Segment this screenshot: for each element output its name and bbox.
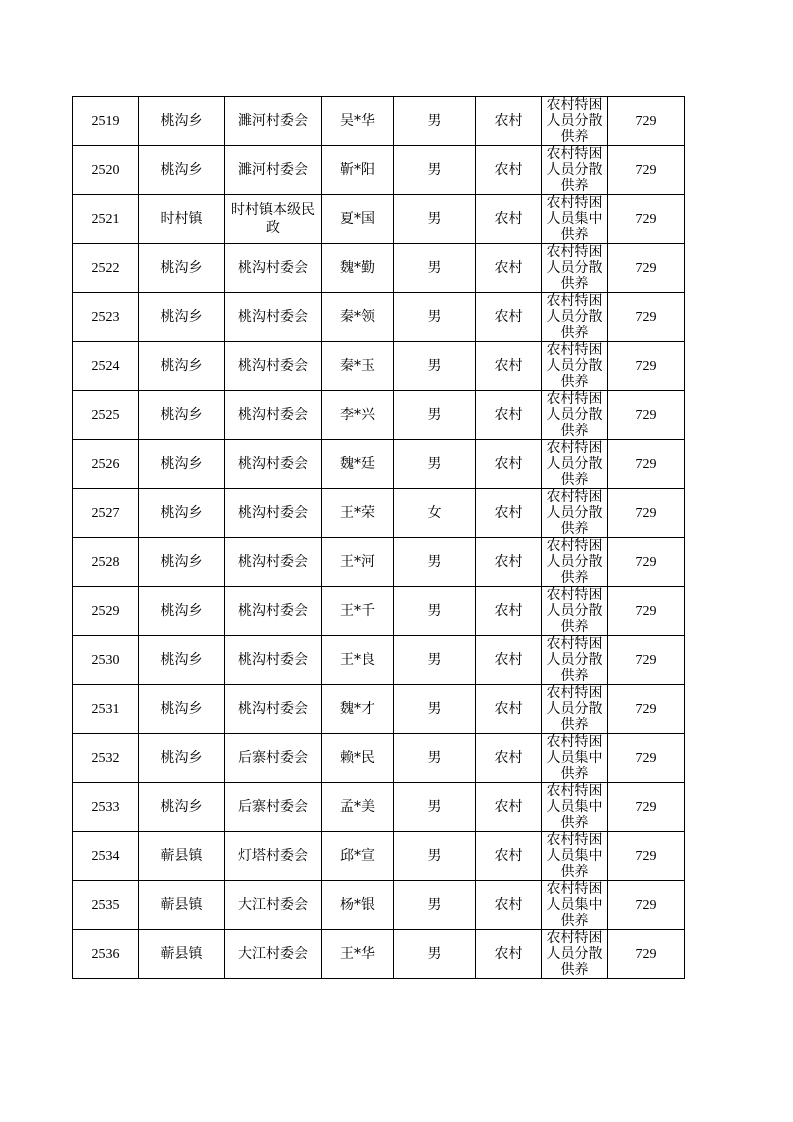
support-category-text: 农村特困人员分散供养: [546, 293, 603, 341]
village-cell: 时村镇本级民政: [225, 195, 322, 244]
row-number-cell: 2520: [73, 146, 139, 195]
person-name-cell: 王*荣: [322, 489, 394, 538]
row-number-cell: 2524: [73, 342, 139, 391]
town-cell: 桃沟乡: [139, 244, 225, 293]
support-category-cell: [542, 391, 608, 440]
town-cell: 桃沟乡: [139, 489, 225, 538]
support-category-cell: [542, 146, 608, 195]
residence-type-cell: 农村: [476, 685, 542, 734]
table-row: [73, 783, 685, 832]
village-cell: 大江村委会: [225, 930, 322, 979]
village-cell: 后寨村委会: [225, 783, 322, 832]
person-name-cell: 秦*玉: [322, 342, 394, 391]
support-category-cell: [542, 832, 608, 881]
support-category-cell: [542, 734, 608, 783]
support-category-text: 农村特困人员集中供养: [546, 881, 603, 929]
support-category-text: 农村特困人员分散供养: [546, 97, 603, 145]
village-cell: 桃沟村委会: [225, 685, 322, 734]
support-category-text: 农村特困人员分散供养: [546, 685, 603, 733]
village-cell: 桃沟村委会: [225, 587, 322, 636]
town-cell: 桃沟乡: [139, 391, 225, 440]
residence-type-cell: 农村: [476, 636, 542, 685]
support-category-cell: [542, 293, 608, 342]
town-cell: 蕲县镇: [139, 881, 225, 930]
row-number-cell: 2534: [73, 832, 139, 881]
person-name-cell: 王*华: [322, 930, 394, 979]
gender-cell: 男: [394, 440, 476, 489]
village-cell: 桃沟村委会: [225, 293, 322, 342]
residence-type-cell: 农村: [476, 391, 542, 440]
support-category-cell: [542, 783, 608, 832]
table-row: [73, 685, 685, 734]
town-cell: 时村镇: [139, 195, 225, 244]
support-category-cell: [542, 97, 608, 146]
person-name-cell: 夏*国: [322, 195, 394, 244]
table-row: [73, 293, 685, 342]
support-category-text: 农村特困人员分散供养: [546, 930, 603, 978]
gender-cell: 男: [394, 244, 476, 293]
row-number-cell: 2523: [73, 293, 139, 342]
table-row: [73, 734, 685, 783]
town-cell: 蕲县镇: [139, 930, 225, 979]
residence-type-cell: 农村: [476, 783, 542, 832]
support-category-cell: [542, 930, 608, 979]
support-category-text: 农村特困人员分散供养: [546, 391, 603, 439]
amount-cell: 729: [608, 489, 685, 538]
amount-cell: 729: [608, 293, 685, 342]
support-category-text: 农村特困人员分散供养: [546, 587, 603, 635]
amount-cell: 729: [608, 440, 685, 489]
residence-type-cell: 农村: [476, 881, 542, 930]
table-row: [73, 146, 685, 195]
row-number-cell: 2525: [73, 391, 139, 440]
gender-cell: 男: [394, 636, 476, 685]
town-cell: 桃沟乡: [139, 440, 225, 489]
person-name-cell: 王*良: [322, 636, 394, 685]
village-cell: 桃沟村委会: [225, 244, 322, 293]
support-category-cell: [542, 489, 608, 538]
gender-cell: 男: [394, 832, 476, 881]
residence-type-cell: 农村: [476, 195, 542, 244]
support-category-cell: [542, 636, 608, 685]
village-cell: 桃沟村委会: [225, 538, 322, 587]
support-category-cell: [542, 685, 608, 734]
row-number-cell: 2522: [73, 244, 139, 293]
table-row: [73, 587, 685, 636]
row-number-cell: 2521: [73, 195, 139, 244]
support-category-cell: [542, 881, 608, 930]
person-name-cell: 秦*领: [322, 293, 394, 342]
table-row: [73, 538, 685, 587]
gender-cell: 男: [394, 391, 476, 440]
residence-type-cell: 农村: [476, 97, 542, 146]
row-number-cell: 2519: [73, 97, 139, 146]
row-number-cell: 2536: [73, 930, 139, 979]
village-cell: 大江村委会: [225, 881, 322, 930]
amount-cell: 729: [608, 538, 685, 587]
residence-type-cell: 农村: [476, 538, 542, 587]
gender-cell: 男: [394, 293, 476, 342]
village-cell: 桃沟村委会: [225, 440, 322, 489]
gender-cell: 女: [394, 489, 476, 538]
amount-cell: 729: [608, 930, 685, 979]
person-name-cell: 魏*才: [322, 685, 394, 734]
person-name-cell: 杨*银: [322, 881, 394, 930]
support-category-text: 农村特困人员分散供养: [546, 440, 603, 488]
town-cell: 蕲县镇: [139, 832, 225, 881]
residence-type-cell: 农村: [476, 342, 542, 391]
amount-cell: 729: [608, 342, 685, 391]
support-category-text: 农村特困人员分散供养: [546, 489, 603, 537]
gender-cell: 男: [394, 685, 476, 734]
person-name-cell: 王*河: [322, 538, 394, 587]
village-cell: 后寨村委会: [225, 734, 322, 783]
amount-cell: 729: [608, 734, 685, 783]
support-category-cell: [542, 244, 608, 293]
table-row: [73, 195, 685, 244]
village-cell: 桃沟村委会: [225, 636, 322, 685]
amount-cell: 729: [608, 195, 685, 244]
village-cell: 濉河村委会: [225, 97, 322, 146]
gender-cell: 男: [394, 783, 476, 832]
table-row: [73, 489, 685, 538]
gender-cell: 男: [394, 97, 476, 146]
person-name-cell: 魏*廷: [322, 440, 394, 489]
row-number-cell: 2526: [73, 440, 139, 489]
support-category-text: 农村特困人员分散供养: [546, 538, 603, 586]
row-number-cell: 2531: [73, 685, 139, 734]
person-name-cell: 李*兴: [322, 391, 394, 440]
village-cell: 桃沟村委会: [225, 391, 322, 440]
amount-cell: 729: [608, 636, 685, 685]
town-cell: 桃沟乡: [139, 685, 225, 734]
roster-body: [73, 97, 685, 979]
town-cell: 桃沟乡: [139, 97, 225, 146]
support-category-text: 农村特困人员分散供养: [546, 636, 603, 684]
amount-cell: 729: [608, 832, 685, 881]
support-category-cell: [542, 195, 608, 244]
table-row: [73, 342, 685, 391]
gender-cell: 男: [394, 587, 476, 636]
support-category-text: 农村特困人员集中供养: [546, 783, 603, 831]
support-category-text: 农村特困人员集中供养: [546, 832, 603, 880]
row-number-cell: 2533: [73, 783, 139, 832]
gender-cell: 男: [394, 734, 476, 783]
amount-cell: 729: [608, 783, 685, 832]
amount-cell: 729: [608, 587, 685, 636]
table-row: [73, 881, 685, 930]
table-row: [73, 930, 685, 979]
person-name-cell: 邱*宣: [322, 832, 394, 881]
support-category-text: 农村特困人员分散供养: [546, 146, 603, 194]
gender-cell: 男: [394, 881, 476, 930]
support-category-text: 农村特困人员集中供养: [546, 734, 603, 782]
support-category-cell: [542, 538, 608, 587]
village-cell: 桃沟村委会: [225, 489, 322, 538]
support-category-text: 农村特困人员集中供养: [546, 195, 603, 243]
row-number-cell: 2527: [73, 489, 139, 538]
row-number-cell: 2535: [73, 881, 139, 930]
residence-type-cell: 农村: [476, 489, 542, 538]
village-cell: 濉河村委会: [225, 146, 322, 195]
table-row: [73, 391, 685, 440]
row-number-cell: 2528: [73, 538, 139, 587]
town-cell: 桃沟乡: [139, 587, 225, 636]
amount-cell: 729: [608, 97, 685, 146]
town-cell: 桃沟乡: [139, 783, 225, 832]
person-name-cell: 王*千: [322, 587, 394, 636]
town-cell: 桃沟乡: [139, 636, 225, 685]
person-name-cell: 魏*勤: [322, 244, 394, 293]
row-number-cell: 2529: [73, 587, 139, 636]
table-row: [73, 440, 685, 489]
residence-type-cell: 农村: [476, 832, 542, 881]
support-category-cell: [542, 587, 608, 636]
gender-cell: 男: [394, 930, 476, 979]
row-number-cell: 2530: [73, 636, 139, 685]
town-cell: 桃沟乡: [139, 293, 225, 342]
person-name-cell: 孟*美: [322, 783, 394, 832]
town-cell: 桃沟乡: [139, 538, 225, 587]
support-category-text: 农村特困人员分散供养: [546, 244, 603, 292]
gender-cell: 男: [394, 146, 476, 195]
table-row: [73, 636, 685, 685]
table-row: [73, 244, 685, 293]
town-cell: 桃沟乡: [139, 734, 225, 783]
person-name-cell: 靳*阳: [322, 146, 394, 195]
person-name-cell: 赖*民: [322, 734, 394, 783]
residence-type-cell: 农村: [476, 293, 542, 342]
village-cell: 桃沟村委会: [225, 342, 322, 391]
support-category-cell: [542, 342, 608, 391]
table-row: [73, 97, 685, 146]
table-row: [73, 832, 685, 881]
amount-cell: 729: [608, 881, 685, 930]
roster-table: [72, 96, 685, 979]
person-name-cell: 吴*华: [322, 97, 394, 146]
row-number-cell: 2532: [73, 734, 139, 783]
residence-type-cell: 农村: [476, 146, 542, 195]
gender-cell: 男: [394, 538, 476, 587]
town-cell: 桃沟乡: [139, 342, 225, 391]
town-cell: 桃沟乡: [139, 146, 225, 195]
amount-cell: 729: [608, 244, 685, 293]
residence-type-cell: 农村: [476, 734, 542, 783]
residence-type-cell: 农村: [476, 440, 542, 489]
support-category-text: 农村特困人员分散供养: [546, 342, 603, 390]
amount-cell: 729: [608, 685, 685, 734]
residence-type-cell: 农村: [476, 244, 542, 293]
gender-cell: 男: [394, 342, 476, 391]
residence-type-cell: 农村: [476, 930, 542, 979]
amount-cell: 729: [608, 146, 685, 195]
residence-type-cell: 农村: [476, 587, 542, 636]
gender-cell: 男: [394, 195, 476, 244]
support-category-cell: [542, 440, 608, 489]
amount-cell: 729: [608, 391, 685, 440]
village-cell: 灯塔村委会: [225, 832, 322, 881]
